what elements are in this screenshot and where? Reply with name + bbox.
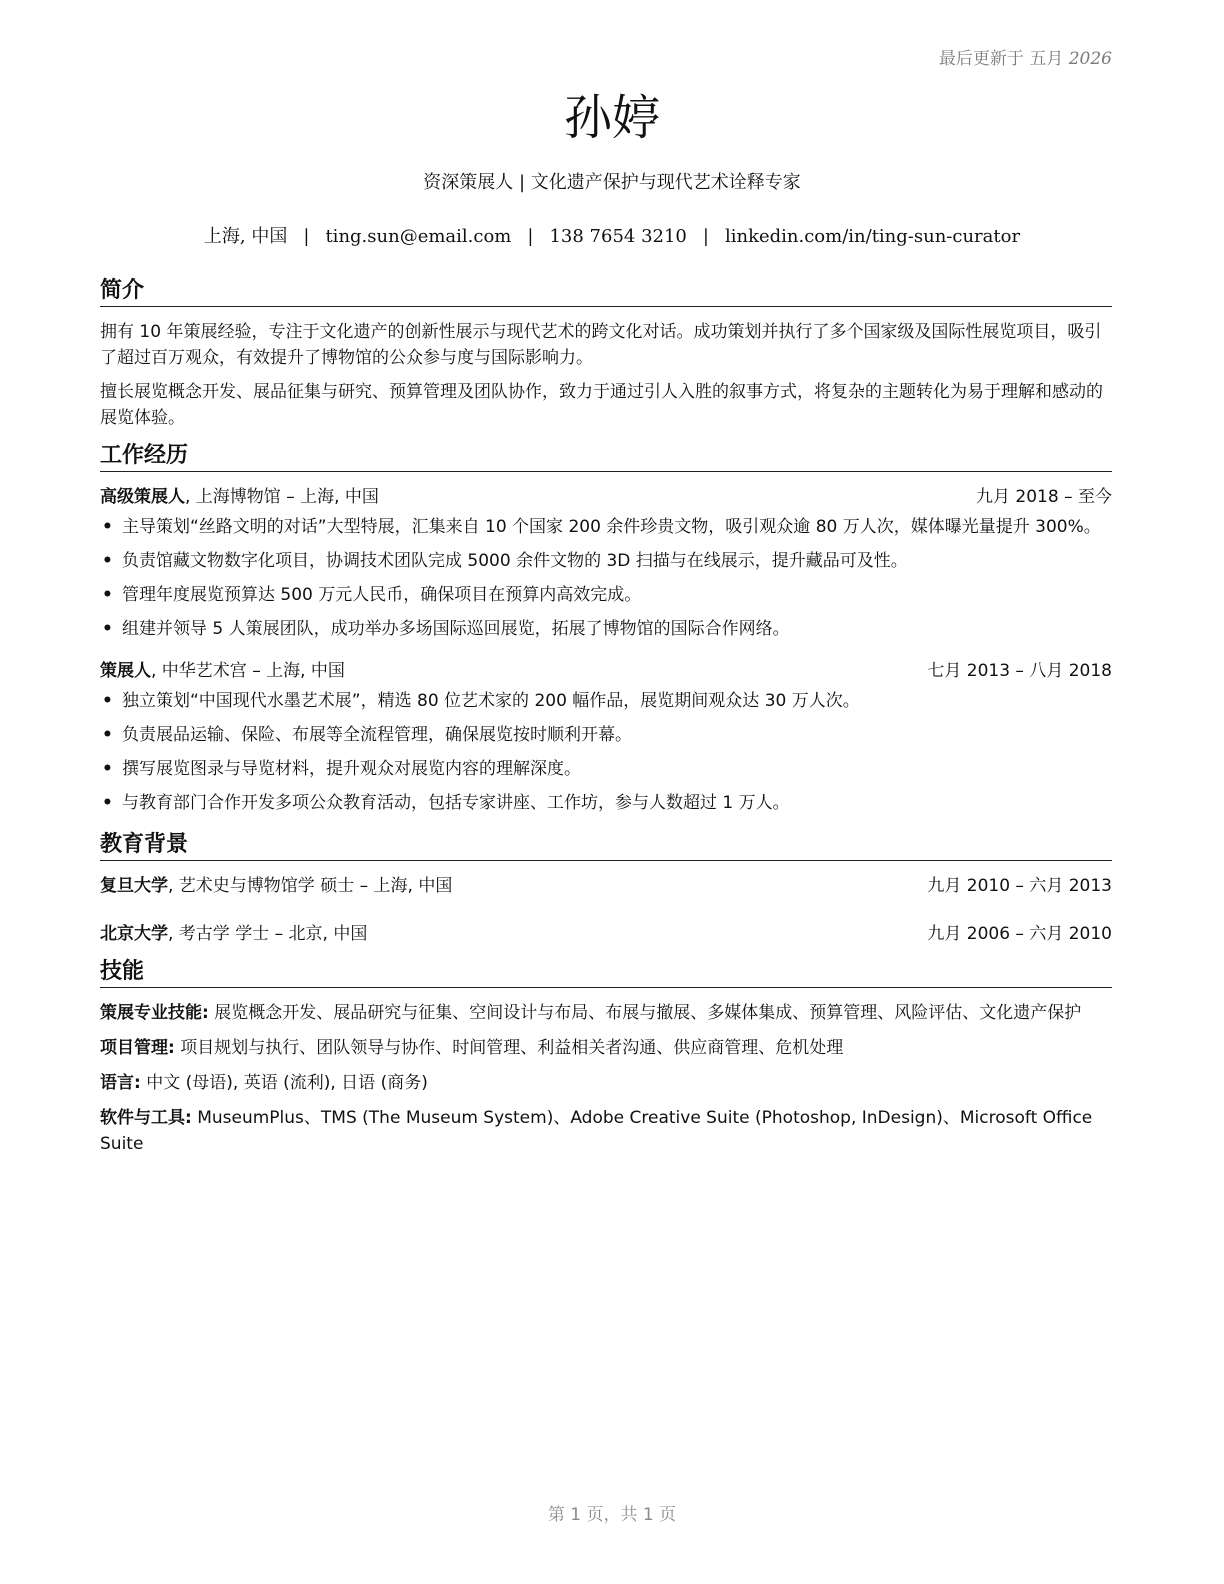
job-bullet: • 负责展品运输、保险、布展等全流程管理，确保展览按时顺利开幕。 [100,722,1112,748]
skill-line [100,1000,1112,1026]
contact-separator: | [527,226,534,247]
job-heading [100,484,1112,510]
contact-separator: | [303,226,310,247]
education-entry [100,873,1112,899]
skill-value: 展览概念开发、展品研究与征集、空间设计与布局、布展与撤展、多媒体集成、预算管理、风险评估、文化遗产保护 [208,1003,1082,1023]
section-title-skills: 技能 [100,959,1112,988]
job-bullet: • 独立策划“中国现代水墨艺术展”，精选 80 位艺术家的 200 幅作品，展览期间观众达 30 万人次。 [100,688,1112,714]
contact-linkedin[interactable]: linkedin.com/in/ting-sun-curator [724,226,1021,247]
skill-value: MuseumPlus、TMS (The Museum System)、Adobe Creative Suite (Photoshop, InDesign)、Microsoft Office Suite [100,1108,1093,1154]
job-role-org [100,484,379,510]
education-school-degree [100,921,367,947]
summary-paragraph: 擅长展览概念开发、展品征集与研究、预算管理及团队协作，致力于通过引人入胜的叙事方式，将复杂的主题转化为易于理解和感动的展览体验。 [100,382,1103,428]
page-footer: 第 1 页，共 1 页 [547,1505,677,1525]
skill-line [100,1070,1112,1096]
job-org: , 中华艺术宫 – 上海, 中国 [151,661,345,681]
job-bullet: • 与教育部门合作开发多项公众教育活动，包括专家讲座、工作坊，参与人数超过 1 万人。 [100,790,1112,816]
skill-label: 软件与工具: [100,1108,192,1128]
section-title-summary: 简介 [100,278,1112,307]
job-dates: 七月 2013 – 八月 2018 [927,661,1112,681]
education-school: 复旦大学 [100,876,168,896]
job-bullets [100,514,1112,642]
job-entry [100,484,1112,642]
skill-value: 中文 (母语), 英语 (流利), 日语 (商务) [140,1073,428,1093]
tagline: 资深策展人 | 文化遗产保护与现代艺术诠释专家 [423,172,801,193]
job-org: , 上海博物馆 – 上海, 中国 [185,487,379,507]
job-heading [100,658,1112,684]
skill-value: 项目规划与执行、团队领导与协作、时间管理、利益相关者沟通、供应商管理、危机处理 [174,1038,844,1058]
education-school: 北京大学 [100,924,168,944]
education-dates: 九月 2006 – 六月 2010 [927,924,1112,944]
last-updated-prefix: 最后更新于 五月 [938,49,1069,69]
experience-section [100,443,1112,816]
job-bullets [100,688,1112,816]
candidate-name: 孙婷 [563,90,660,146]
skill-line [100,1105,1112,1157]
skill-label: 策展专业技能: [100,1003,209,1023]
resume-body [100,278,1112,1169]
section-title-education: 教育背景 [100,832,1112,861]
resume-header [0,84,1224,248]
job-entry [100,658,1112,816]
last-updated [939,44,1112,69]
contact-separator: | [702,226,709,247]
contact-email[interactable]: ting.sun@email.com [325,226,512,247]
contact-phone[interactable]: 138 7654 3210 [549,226,687,247]
education-detail: , 考古学 学士 – 北京, 中国 [168,924,368,944]
job-bullet: • 管理年度展览预算达 500 万元人民币，确保项目在预算内高效完成。 [100,582,1112,608]
skill-label: 语言: [100,1073,141,1093]
skill-line [100,1035,1112,1061]
job-dates: 九月 2018 – 至今 [976,487,1112,507]
summary-section [100,278,1112,431]
section-title-experience: 工作经历 [100,443,1112,472]
job-bullet: • 负责馆藏文物数字化项目，协调技术团队完成 5000 余件文物的 3D 扫描与在线展示，提升藏品可及性。 [100,548,1112,574]
job-role: 策展人 [100,661,151,681]
education-dates: 九月 2010 – 六月 2013 [927,876,1112,896]
education-section [100,832,1112,947]
education-entry [100,921,1112,947]
summary-paragraph: 拥有 10 年策展经验，专注于文化遗产的创新性展示与现代艺术的跨文化对话。成功策划并执行了多个国家级及国际性展览项目，吸引了超过百万观众，有效提升了博物馆的公众参与度与国际影响力。 [100,322,1102,368]
contact-location: 上海, 中国 [203,226,288,247]
skills-section [100,959,1112,1157]
job-bullet: • 组建并领导 5 人策展团队，成功举办多场国际巡回展览，拓展了博物馆的国际合作网络。 [100,616,1112,642]
contact-line [0,222,1224,248]
job-role: 高级策展人 [100,487,185,507]
job-bullet: • 主导策划“丝路文明的对话”大型特展，汇集来自 10 个国家 200 余件珍贵文物，吸引观众逾 80 万人次，媒体曝光量提升 300%。 [100,514,1112,540]
last-updated-year: 2026 [1068,49,1112,69]
education-detail: , 艺术史与博物馆学 硕士 – 上海, 中国 [168,876,453,896]
education-school-degree [100,873,452,899]
job-bullet: • 撰写展览图录与导览材料，提升观众对展览内容的理解深度。 [100,756,1112,782]
job-role-org [100,658,345,684]
skill-label: 项目管理: [100,1038,175,1058]
